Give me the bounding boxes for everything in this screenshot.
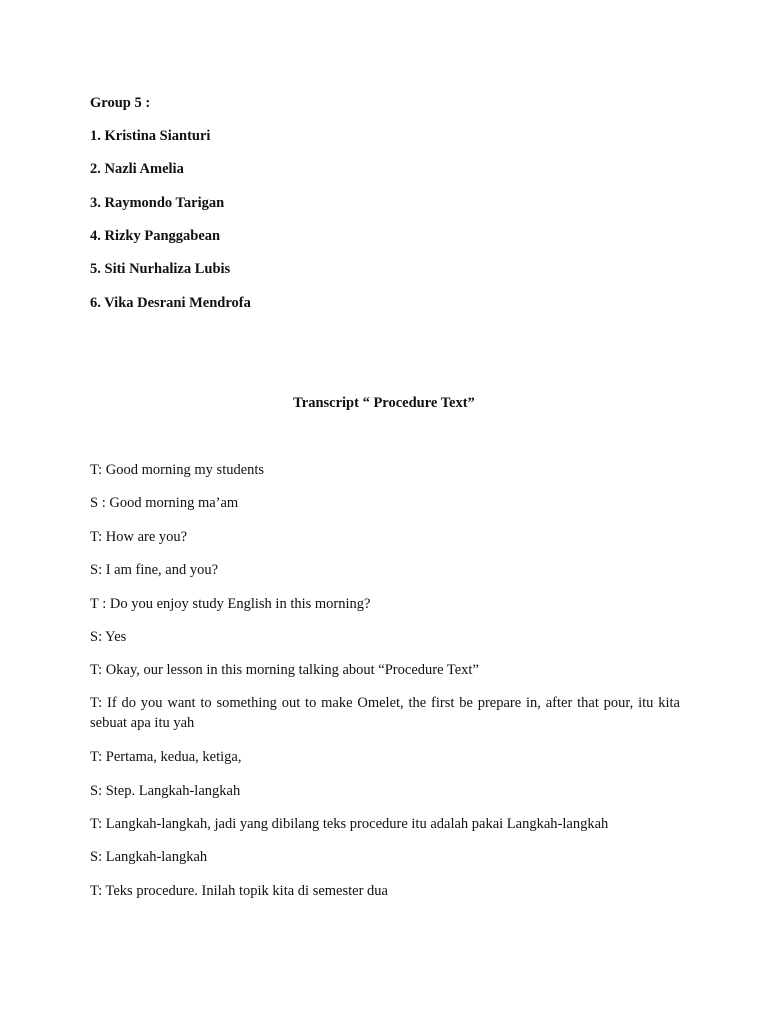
dialogue-line: T: How are you? <box>90 529 188 545</box>
member-item: 5. Siti Nurhaliza Lubis <box>90 261 231 277</box>
dialogue-line: S: I am fine, and you? <box>90 562 219 578</box>
group-heading: Group 5 : <box>90 95 151 111</box>
dialogue-line: T: Pertama, kedua, ketiga, <box>90 749 242 765</box>
dialogue-line: S: Langkah-langkah <box>90 849 208 865</box>
member-item: 6. Vika Desrani Mendrofa <box>90 295 251 311</box>
dialogue-line: S: Yes <box>90 629 127 645</box>
member-item: 3. Raymondo Tarigan <box>90 195 225 211</box>
member-item: 1. Kristina Sianturi <box>90 128 211 144</box>
member-item: 2. Nazli Amelia <box>90 161 184 177</box>
member-item: 4. Rizky Panggabean <box>90 228 221 244</box>
dialogue-line: T : Do you enjoy study English in this morning? <box>90 596 371 612</box>
dialogue-line: T: Teks procedure. Inilah topik kita di semester dua <box>90 883 388 899</box>
dialogue-line: T: Okay, our lesson in this morning talking about “Procedure Text” <box>90 662 479 678</box>
dialogue-line: T: Good morning my students <box>90 462 265 478</box>
dialogue-line: S: Step. Langkah-langkah <box>90 783 241 799</box>
dialogue-line: T: If do you want to something out to make Omelet, the first be prepare in, after that pour, itu kita sebuat apa itu yah <box>90 695 680 731</box>
dialogue-line: T: Langkah-langkah, jadi yang dibilang teks procedure itu adalah pakai Langkah-langkah <box>90 816 609 832</box>
transcript-title: Transcript “ Procedure Text” <box>293 395 475 411</box>
dialogue-line: S : Good morning ma’am <box>90 495 239 511</box>
